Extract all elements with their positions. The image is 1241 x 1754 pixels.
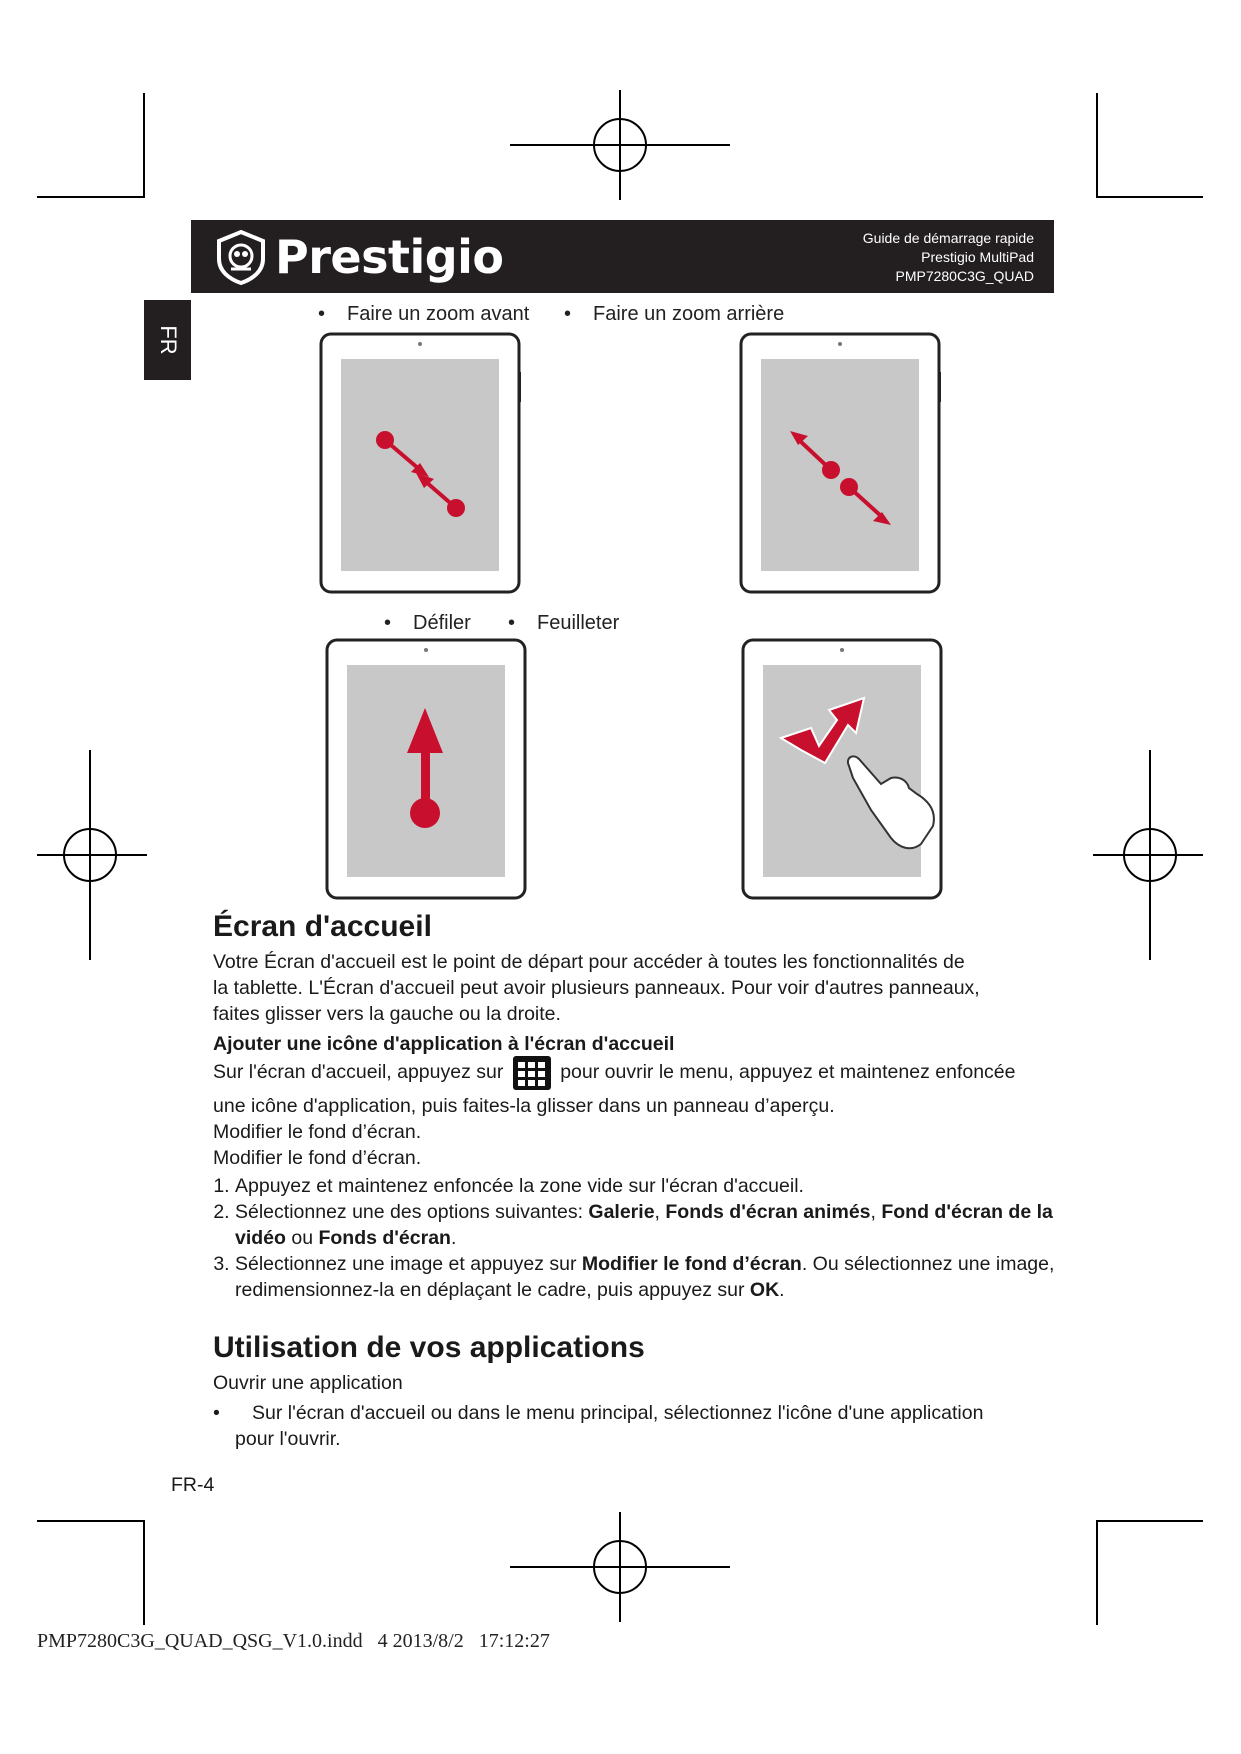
set-wallpaper-label: Modifier le fond d’écran — [581, 1253, 802, 1275]
prestigio-logo-icon — [213, 229, 269, 285]
bullet: • — [508, 612, 516, 634]
print-slug: PMP7280C3G_QUAD_QSG_V1.0.indd 4 2013/8/2 17:12:27 — [37, 1630, 550, 1652]
crop-mark-bl-v — [143, 1520, 145, 1625]
tablet-flick-illustration — [741, 638, 961, 900]
option-live-wallpapers: Fonds d'écran animés — [665, 1201, 871, 1223]
wallpaper-line-1: Modifier le fond d’écran. — [213, 1121, 422, 1143]
option-wallpapers: Fonds d'écran — [318, 1227, 451, 1249]
flick-label: Feuilleter — [537, 612, 620, 634]
crop-mark-tr-h — [1096, 196, 1203, 198]
crop-mark-tr-v — [1096, 93, 1098, 198]
language-tab-label: FR — [155, 325, 181, 355]
add-icon-text-2: pour ouvrir le menu, appuyez et maintenez enfoncée — [560, 1061, 1016, 1083]
crop-mark-bl-h — [37, 1520, 144, 1522]
wallpaper-line-2: Modifier le fond d’écran. — [213, 1147, 422, 1169]
step-2-sep: , — [654, 1201, 666, 1223]
apps-instruction-2: pour l'ouvrir. — [235, 1428, 341, 1450]
tablet-scroll-illustration — [325, 638, 527, 900]
gesture-label-scroll — [384, 612, 471, 635]
header-guide-title: Guide de démarrage rapide — [862, 230, 1034, 246]
add-icon-heading: Ajouter une icône d'application à l'écran d'accueil — [213, 1033, 675, 1055]
apps-bullet: • — [213, 1402, 220, 1424]
step-2-sep: , — [870, 1201, 882, 1223]
tablet-zoom-out-illustration — [739, 332, 941, 594]
wallpaper-steps — [213, 1173, 1095, 1303]
step-3-text: Sélectionnez une image et appuyez sur — [235, 1253, 582, 1275]
apps-instruction-1: Sur l'écran d'accueil ou dans le menu principal, sélectionnez l'icône d'une application — [252, 1402, 984, 1424]
zoom-in-label: Faire un zoom avant — [347, 303, 530, 325]
zoom-out-label: Faire un zoom arrière — [593, 303, 785, 325]
bullet: • — [384, 612, 392, 634]
add-icon-text-3: une icône d'application, puis faites-la glisser dans un panneau d’aperçu. — [213, 1095, 835, 1117]
registration-mark-bottom — [510, 1512, 730, 1622]
brand-name: Prestigio — [275, 230, 504, 284]
step-2-end: . — [450, 1227, 457, 1249]
registration-mark-right — [1093, 750, 1203, 960]
home-screen-intro-1: Votre Écran d'accueil est le point de départ pour accéder à toutes les fonctionnalités de — [213, 951, 965, 973]
home-screen-intro-3: faites glisser vers la gauche ou la droite. — [213, 1003, 561, 1025]
header-meta — [863, 229, 1034, 286]
app-grid-icon — [513, 1056, 551, 1090]
language-tab — [144, 300, 191, 380]
step-3-text-2: . Ou sélectionnez une image, redimensionnez-la en déplaçant le cadre, puis appuyez sur — [235, 1253, 1055, 1301]
home-screen-title: Écran d'accueil — [213, 910, 432, 943]
home-screen-intro-2: la tablette. L'Écran d'accueil peut avoir plusieurs panneaux. Pour voir d'autres panneaux, — [213, 977, 980, 999]
option-video-wallpaper: Fond d'écran de la vidéo — [235, 1201, 1053, 1249]
crop-mark-tl-v — [143, 93, 145, 198]
tablet-zoom-in-illustration — [319, 332, 521, 594]
open-app-subtitle: Ouvrir une application — [213, 1372, 403, 1394]
ok-label: OK — [749, 1279, 780, 1301]
step-1-text: Appuyez et maintenez enfoncée la zone vide sur l'écran d'accueil. — [235, 1175, 804, 1197]
crop-mark-tl-h — [37, 196, 144, 198]
scroll-label: Défiler — [413, 612, 471, 634]
page-number: FR-4 — [171, 1474, 215, 1496]
registration-mark-left — [37, 750, 147, 960]
gesture-label-flick — [508, 612, 619, 635]
step-2-text: Sélectionnez une des options suivantes: — [235, 1201, 589, 1223]
header-model: PMP7280C3G_QUAD — [895, 268, 1034, 284]
step-3-end: . — [779, 1279, 785, 1301]
crop-mark-br-v — [1096, 1520, 1098, 1625]
wallpaper-step-2 — [235, 1199, 1095, 1251]
add-icon-text-1: Sur l'écran d'accueil, appuyez sur — [213, 1061, 504, 1083]
apps-title: Utilisation de vos applications — [213, 1331, 645, 1364]
registration-mark-top — [510, 90, 730, 200]
step-2-or: ou — [285, 1227, 319, 1249]
header-product-name: Prestigio MultiPad — [921, 249, 1034, 265]
gesture-label-zoom-in — [318, 303, 529, 326]
header-bar — [191, 220, 1054, 293]
bullet: • — [564, 303, 572, 325]
crop-mark-br-h — [1096, 1520, 1203, 1522]
gesture-label-zoom-out — [564, 303, 784, 326]
wallpaper-step-1 — [235, 1173, 1095, 1199]
add-icon-instruction — [213, 1054, 1015, 1090]
bullet: • — [318, 303, 326, 325]
option-gallery: Galerie — [588, 1201, 655, 1223]
wallpaper-step-3 — [235, 1251, 1095, 1303]
